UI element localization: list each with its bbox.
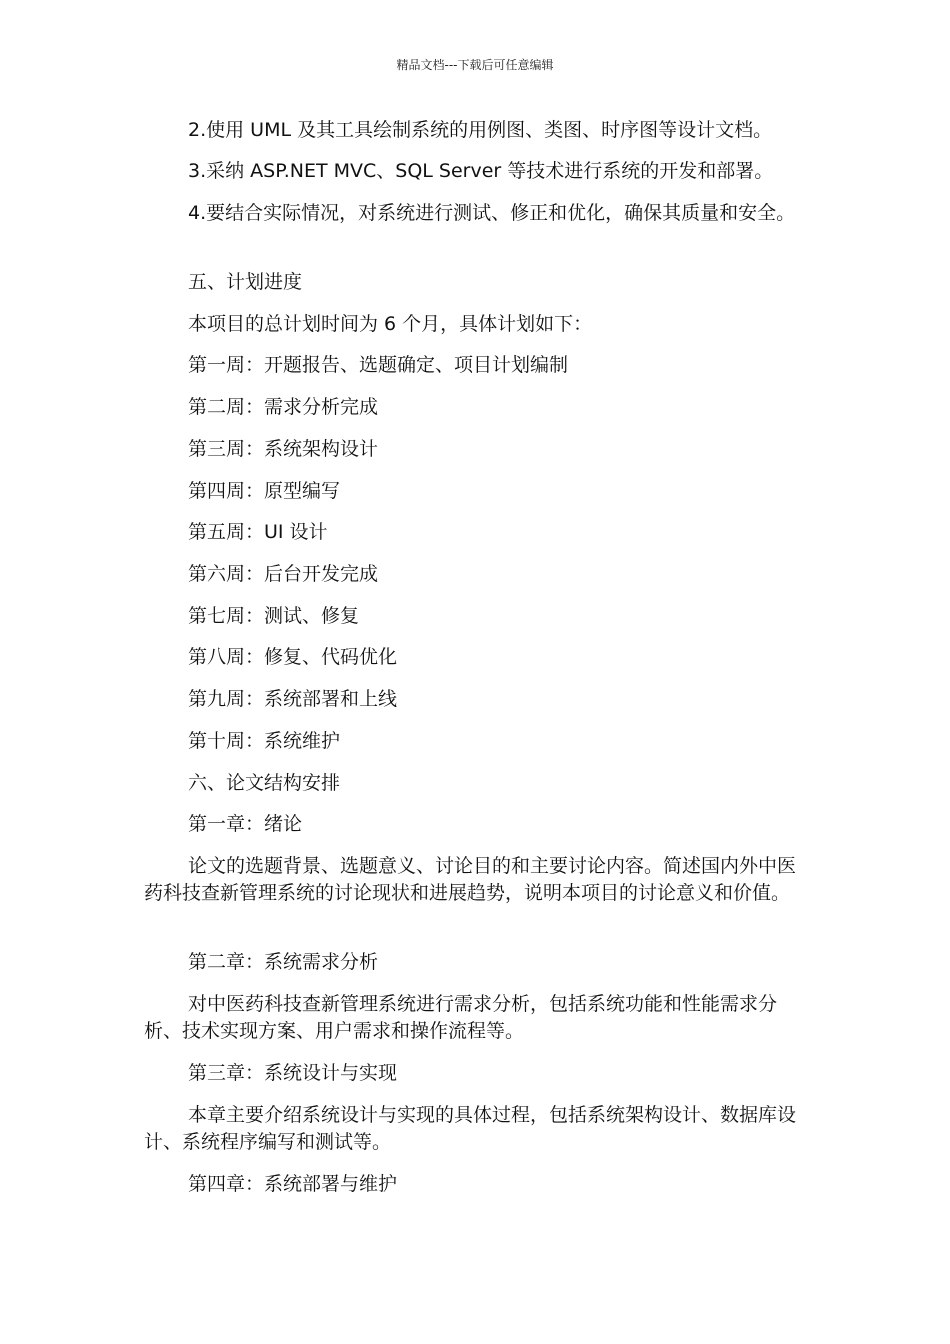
schedule-item: 第二周：需求分析完成 — [188, 396, 379, 418]
schedule-item: 第四周：原型编写 — [188, 480, 341, 502]
schedule-item: 第一周：开题报告、选题确定、项目计划编制 — [188, 354, 569, 376]
text-line: 2.使用 UML 及其工具绘制系统的用例图、类图、时序图等设计文档。 — [188, 119, 773, 141]
schedule-item: 第七周：测试、修复 — [188, 605, 360, 627]
text-line: 3.采纳 ASP.NET MVC、SQL Server 等技术进行系统的开发和部署。 — [188, 160, 774, 182]
schedule-item: 第九周：系统部署和上线 — [188, 688, 398, 710]
schedule-item: 第十周：系统维护 — [188, 730, 341, 752]
chapter-title: 第二章：系统需求分析 — [188, 951, 379, 973]
schedule-item: 第六周：后台开发完成 — [188, 563, 379, 585]
paragraph: 对中医药科技查新管理系统进行需求分析，包括系统功能和性能需求分析、技术实现方案、用户需求和操作流程等。 — [144, 993, 778, 1042]
schedule-item: 第五周：UI 设计 — [188, 521, 328, 543]
page-header: 精品文档---下载后可任意编辑 — [396, 58, 554, 72]
section-heading: 六、论文结构安排 — [188, 772, 341, 794]
chapter-title: 第四章：系统部署与维护 — [188, 1173, 398, 1195]
paragraph: 4.要结合实际情况，对系统进行测试、修正和优化，确保其质量和安全。 — [188, 202, 796, 224]
section-heading: 五、计划进度 — [188, 271, 303, 293]
chapter-title: 第三章：系统设计与实现 — [188, 1062, 398, 1084]
schedule-item: 第八周：修复、代码优化 — [188, 646, 398, 668]
paragraph: 本章主要介绍系统设计与实现的具体过程，包括系统架构设计、数据库设计、系统程序编写和测试等。 — [144, 1104, 797, 1153]
schedule-item: 第三周：系统架构设计 — [188, 438, 379, 460]
paragraph: 论文的选题背景、选题意义、讨论目的和主要讨论内容。简述国内外中医药科技查新管理系统的讨论现状和进展趋势，说明本项目的讨论意义和价值。 — [144, 855, 797, 904]
chapter-title: 第一章：绪论 — [188, 813, 303, 835]
text-line: 本项目的总计划时间为 6 个月，具体计划如下： — [188, 313, 593, 335]
